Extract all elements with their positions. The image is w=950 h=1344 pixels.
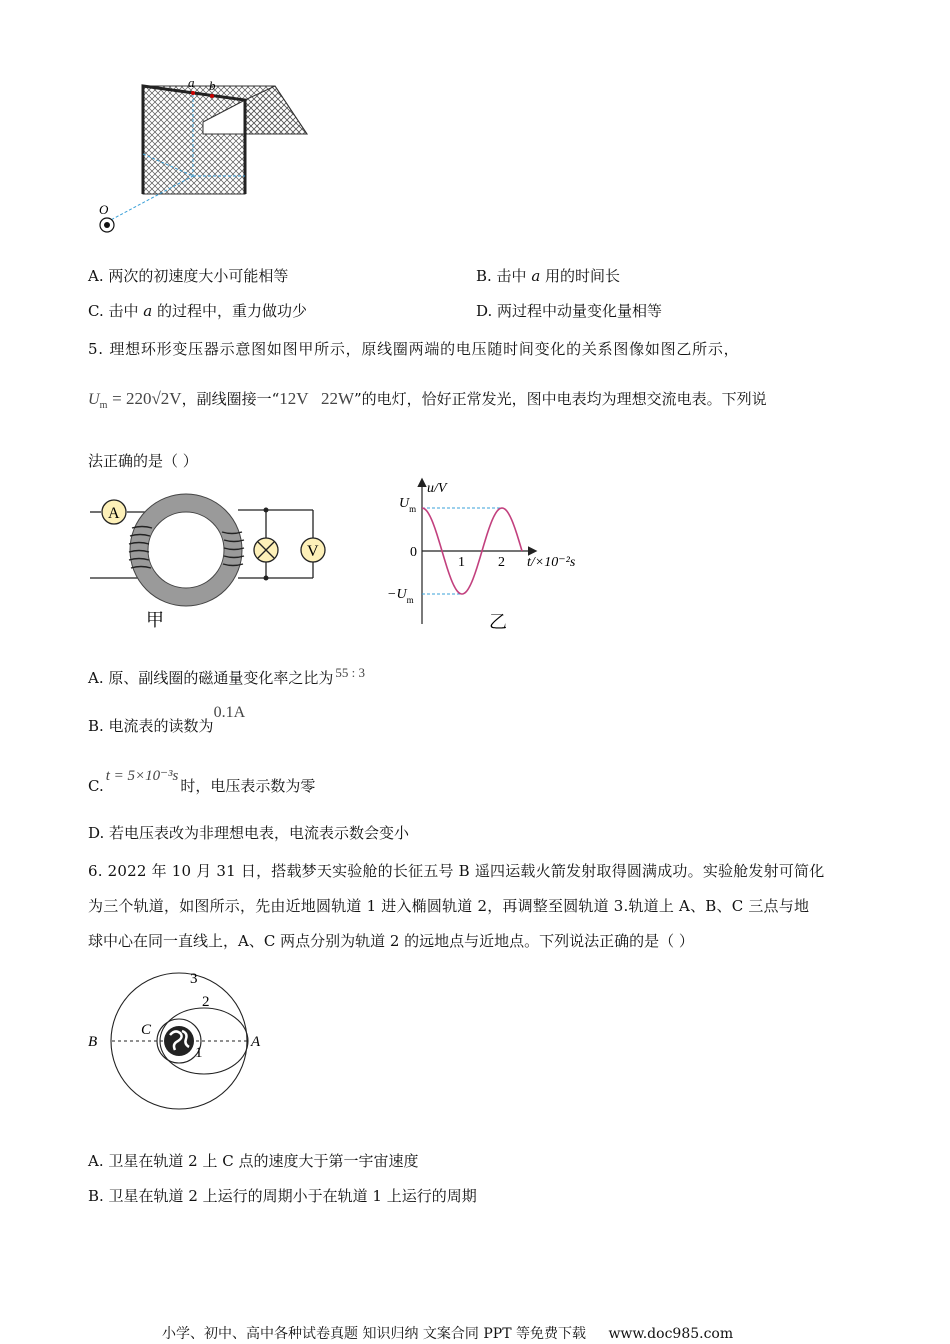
q5-option-c-math: t = 5×10⁻³s xyxy=(105,768,179,784)
q6-stem-line3: 球中心在同一直线上，A、C 两点分别为轨道 2 的远地点与近地点。下列说法正确的是（ ） xyxy=(88,932,694,950)
q5-option-c xyxy=(88,768,316,796)
q5-um-symbol: U xyxy=(88,391,100,408)
q4-option-c-var: a xyxy=(143,302,153,320)
chart-ytick-zero: 0 xyxy=(410,545,417,560)
q5-option-a xyxy=(88,667,365,688)
q4-option-b xyxy=(476,265,620,286)
q5-option-a-math: 55 : 3 xyxy=(335,665,365,680)
orbit-label-3: 3 xyxy=(190,971,198,987)
caption-yi: 乙 xyxy=(489,612,507,632)
orbit-figure xyxy=(86,965,276,1115)
chart-ylabel: u/V xyxy=(427,481,447,496)
q4-option-a: A. 两次的初速度大小可能相等 xyxy=(88,267,289,285)
orbit-label-2: 2 xyxy=(202,994,210,1010)
q6-option-a: A. 卫星在轨道 2 上 C 点的速度大于第一宇宙速度 xyxy=(88,1152,419,1170)
q5-stem-line1: 5. 理想环形变压器示意图如图甲所示，原线圈两端的电压随时间变化的关系图像如图乙所示， xyxy=(88,340,740,358)
q4-option-c xyxy=(88,300,307,321)
q5-lamp-rating: 12V 22W xyxy=(279,389,355,408)
q4-option-b-pre: B. 击中 xyxy=(476,267,532,285)
goal-label-a: a xyxy=(188,75,195,90)
q5-um-value: = 220√2V xyxy=(112,389,182,408)
q5-option-b xyxy=(88,704,246,736)
q5-option-d: D. 若电压表改为非理想电表，电流表示数会变小 xyxy=(88,824,410,842)
q5-um-sub: m xyxy=(99,400,108,411)
goal-figure xyxy=(95,72,325,237)
goal-label-b: b xyxy=(209,78,216,93)
q5-option-b-text: B. 电流表的读数为 xyxy=(88,717,214,735)
q4-option-c-pre: C. 击中 xyxy=(88,302,144,320)
point-label-b: B xyxy=(88,1034,98,1050)
chart-xtick-1: 1 xyxy=(458,555,465,570)
q4-option-b-post: 用的时间长 xyxy=(540,267,621,285)
chart-xlabel: t/×10⁻²s xyxy=(527,555,576,570)
point-label-c: C xyxy=(141,1022,152,1038)
q5-option-c-post: 时，电压表示数为零 xyxy=(180,777,316,795)
ammeter-label: A xyxy=(108,505,120,522)
voltage-chart xyxy=(385,474,605,636)
q5-option-b-math: 0.1A xyxy=(213,704,246,721)
point-label-a: A xyxy=(251,1034,261,1050)
orbit-label-1: 1 xyxy=(195,1045,203,1061)
chart-xtick-2: 2 xyxy=(498,555,505,570)
q6-stem-line1: 6. 2022 年 10 月 31 日，搭载梦天实验舱的长征五号 B 遥四运载火箭发射取得圆满成功。实验舱发射可简化 xyxy=(88,862,825,880)
q5-stem-line2 xyxy=(88,388,767,411)
q5-option-a-text: A. 原、副线圈的磁通量变化率之比为 xyxy=(88,669,334,687)
footer-link[interactable]: www.doc985.com xyxy=(608,1326,734,1342)
q5-option-c-pre: C. xyxy=(88,777,104,795)
q4-option-c-post: 的过程中，重力做功少 xyxy=(152,302,307,320)
q4-option-d: D. 两过程中动量变化量相等 xyxy=(476,302,663,320)
goal-label-o: O xyxy=(99,202,109,217)
caption-jia: 甲 xyxy=(146,610,164,630)
chart-ytick-um: $U_m$ xyxy=(399,496,417,514)
footer-text: 小学、初中、高中各种试卷真题 知识归纳 文案合同 PPT 等免费下载 xyxy=(162,1326,586,1342)
q5-line2-mid: ，副线圈接一“ xyxy=(181,390,280,408)
voltmeter-label: V xyxy=(307,543,319,560)
q5-line2-end: ”的电灯，恰好正常发光，图中电表均为理想交流电表。下列说 xyxy=(354,390,767,408)
q6-stem-line2: 为三个轨道，如图所示，先由近地圆轨道 1 进入椭圆轨道 2，再调整至圆轨道 3.轨道上 A、B、C 三点与地 xyxy=(88,897,810,915)
transformer-figure xyxy=(88,488,348,633)
chart-ytick-negum: $-U_m$ xyxy=(387,587,414,605)
q4-option-b-var: a xyxy=(531,267,541,285)
q5-stem-line3: 法正确的是（ ） xyxy=(88,452,198,470)
footer xyxy=(162,1323,733,1343)
q6-option-b: B. 卫星在轨道 2 上运行的周期小于在轨道 1 上运行的周期 xyxy=(88,1187,477,1205)
